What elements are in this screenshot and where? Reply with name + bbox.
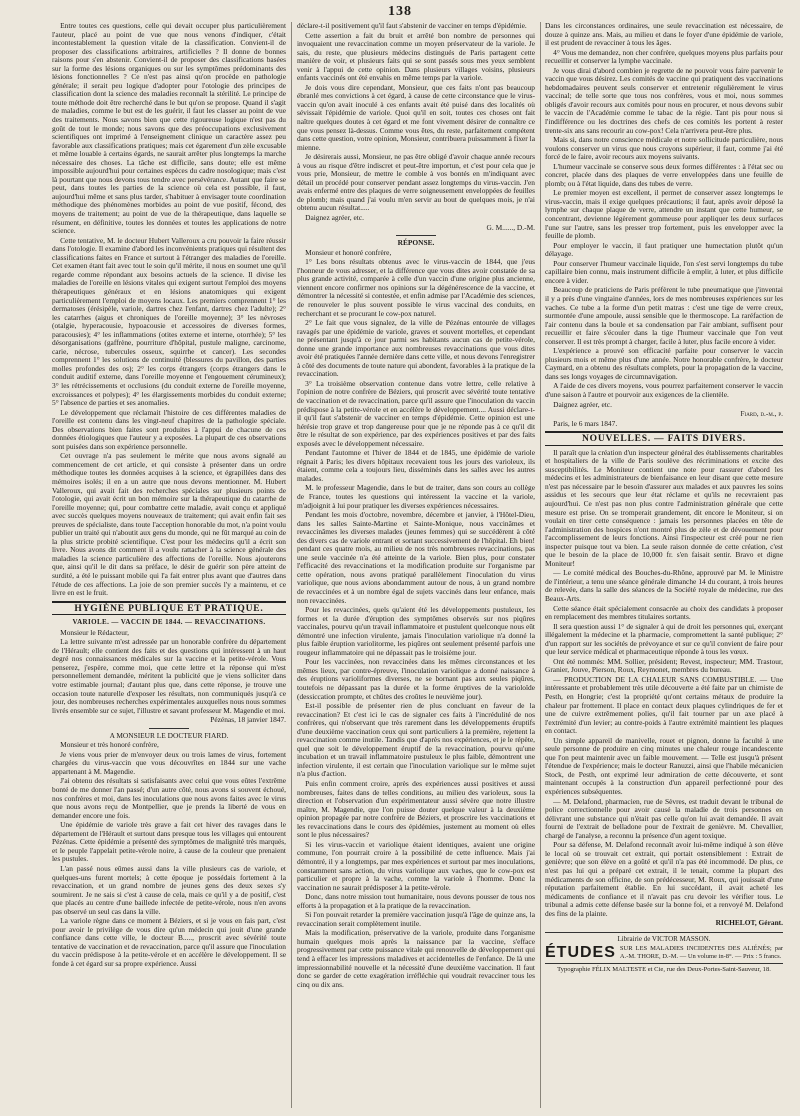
advertisement (545, 932, 783, 961)
paragraph: Cette tentative, M. le docteur Hubert Valleroux a cru pouvoir la faire réussir dans l'otologie. Il examine d'abord les inconvénients pratiques qui résultent des classifications faites en France et surtout à l'étranger des maladies de l'oreille. Cet examen étant fait avec tout le soin qu'il mérite, il nous en soumet une qu'il regarde comme répondant aux besoins actuels de la science. Il divise les maladies de l'oreille en lésions vitales qui exigent surtout l'emploi des moyens thérapeutiques généraux et en lésions anatomiques qui exigent particulièrement l'emploi de moyens locaux. Les premiers comprennent 1° les dermatoses (érésipèle, variole, dartres chez l'enfant, dartres chez l'adulte); 2° les catarrhes (aigus et chroniques de l'oreille moyenne); 3° les névroses (otalgie, hyperacousie, hypoacousie et accessoires de diverses formes, paracousies); 4° les inflammations (otites externe et interne, otorrhée); 5° les désorganisations (gaffrène, pourriture d'hôpital, pustule maligne, carcinome, carie, nécrose, tubercules osseux, squirrhe et cancer). Les secondes comprennent 1° les solutions de continuité (blessures du pavillon, des parties molles profondes des os); 2° les corps étrangers (corps étrangers dans le conduit auditif externe, dans l'oreille moyenne et l'engouement cérumineux); 3° les rétrécissements et occlusions (du conduit externe de l'oreille moyenne, excroissances et polypes); 4° les élargissements morbides du conduit externe; 5° l'absence de parties et ses anomalies. (52, 235, 286, 408)
ad-etudes-detail: SUR LES MALADIES INCIDENTES DES ALIÉNÉS; par A.-M. THORE, D.-M. — Un volume in-8°. — Prix : 5 francs. (619, 945, 783, 960)
salutation: Monsieur et très honoré confrère, (60, 740, 159, 750)
signature: Fiard, d.-m., p. (740, 409, 783, 419)
paragraph: Si les virus-vaccin et variolique étaient identiques, avaient une origine commune, l'on pourrait croire à la possibilité de cette influence. Mais j'ai démontré, il y a longtemps, par mes expériences et surtout par mes inoculations, constamment sans action, du virus variolique aux vaches, que le cow-pox est particulier et propre à la vache, comme la variole à l'homme. Donc la vaccination ne saurait prédisposer à la petite-vérole. (297, 839, 535, 892)
paragraph: Mais la modification, préservative de la variole, produite dans l'organisme humain quelques mois après la naissance par la vaccine, s'efface progressivement par cette puissance vitale qui renouvelle de développement qui tend à effacer les impressions maladives et accidentelles de l'enfance. De là une impressionnabilité nouvelle et la nécessité d'une deuxième vaccination. Il faut donc se garder de cette exagération irréfléchie qui voudrait revacciner tous les cinq ou dix ans. (297, 928, 535, 989)
paragraph: Pour sa défense, M. Delafond reconnaît avoir lui-même indiqué à son élève le local où se trouvait cet extrait, qui portait ostensiblement : Extrait de genièvre; que son élève en a goûté et qu'il n'a pas été incommodé. De plus, ce n'est pas lui qui a préparé cet extrait, il le tenait, comme la plupart des médicaments de son officine, de son prédécesseur, M. Roux, qui jouissait d'une réputation parfaitement établie. En lui succédant, il avait acheté les médicaments de confiance et il n'avait pas cru devoir les vérifier tous. Le tribunal a admis cette défense basée sur la bonne foi, et a renvoyé M. Delafond des fins de la plainte. (545, 840, 783, 918)
separator (149, 728, 189, 729)
paragraph: Je vous dirai d'abord combien je regrette de ne pouvoir vous faire parvenir le vaccin que vous désirez. Les comités de vaccine qui pratiquent des vaccinations hebdomadaires peuvent seuls conserver et entretenir régulièrement le virus vaccinal; de telle sorte que tous nos confrères, vous et moi, nous sommes obligés d'avoir recours aux comités pour nous en procurer, et nous devons subir le vaccin de l'Académie comme le tabac de la régie. Tant pis pour nous si l'indifférence ou les doctrines des chefs de ces comités les portent à rester trente-six ans sans recourir au cow-pox! Cela n'arrivera peut-être plus. (545, 65, 783, 135)
column-divider (291, 22, 292, 1108)
paragraph: Pour conserver l'humeur vaccinale liquide, l'on s'est servi longtemps du tube capillaire bien connu, mais instrument difficile à emplir, à luter, et plus difficile encore à vider. (545, 258, 783, 285)
paragraph: 3° La troisième observation contenue dans votre lettre, celle relative à l'opinion de notre confrère de Béziers, qui proscrit avec sévérité toute tentative de vaccination et de revaccination, parce qu'il assure que l'inoculation du vaccin prédispose à la petite-vérole et en accélère le développement.... Aussi déclare-t-il qu'il faut s'abstenir de vacciner en temps d'épidémie. Cette opinion est une hérésie trop grave et trop dangereuse pour que je ne réponde pas à ce qu'il dit être le résultat de son expérience, par des expériences positives et par des faits exposés avec le développement nécessaire. (297, 378, 535, 448)
paragraph: Dans les circonstances ordinaires, une seule revaccination est nécessaire, de douze à quinze ans. Mais, au milieu et dans le foyer d'une épidémie de variole, il est prudent de revacciner à tous les âges. (545, 22, 783, 48)
column-divider (540, 22, 541, 1108)
paragraph: Je désirerais aussi, Monsieur, ne pas être obligé d'avoir chaque année recours à vous au risque d'être indiscret et peut-être importun, et c'est pour cela que je vous prie, Monsieur, de mettre le comble à vos bontés en m'indiquant avec détail un procédé pour conserver pendant assez longtemps du virus-vaccin. J'en avais enfermé entre des plaques de verre soigneusement enveloppées de feuilles de plomb; mais quand j'ai voulu m'en servir au bout de quelques mois, je n'ai obtenu aucun résultat..... (297, 152, 535, 213)
paragraph: Entre toutes ces questions, celle qui devait occuper plus particulièrement l'auteur, placé au point de vue que nous venons d'indiquer, c'était incontestablement la question vitale de la classification. Convient-il de proposer des classifications arbitraires, artificielles ? Il donne de bonnes raisons pour s'en abstenir. Convient-il de proposer des classifications basées sur la forme des lésions organiques ou sur les symptômes prédominants des lésions fonctionnelles ? Ce n'est pas ainsi qu'on procède en pathologie générale; il serait peu logique d'adopter pour l'otologie des principes de classification dont la science des maladies reconnaît la stérilité. Le principe de toute méthode doit être recherché dans le but qu'on se propose. Quand il s'agit de maladies, comme le but est de les guérir, il faut les classer au point de vue des traitements. Nous savons bien que cette rigoureuse logique n'est pas du goût de tout le monde; nous savons que des préoccupations exclusivement scientifiques ont imprimé à l'enseignement clinique un caractère assez peu favorable aux classifications pratiques; mais cet égarement d'un zèle excusable et même louable à certains égards, ne saurait arrêter plus longtemps la marche nécessaire des choses. La tâche est difficile, sans doute; elle est même impossible aujourd'hui pour certaines espèces du cadre nosologique; mais c'est là pourtant que nous devons tous tendre avec persévérance. Autant que faire se peut, dans toutes les parties de la science où cela est possible, il faut, aujourd'hui même et sans plus tarder, s'habituer à envisager toute coordination méthodique des phénomènes morbides au point de vue positif, fécond, des moyens de traitement; au point de vue de la thérapeutique, dans laquelle se résument, en définitive, toutes les données et toutes les applications de notre science. (52, 22, 286, 236)
paragraph: Cette assertion a fait du bruit et arrêté bon nombre de personnes qui invoquaient une revaccination comme un moyen préservateur de la variole. Je sais, du reste, que plusieurs médecins distingués de Paris partagent cette manière de voir, et plusieurs faits qui se sont passés sous mes yeux semblent venir à l'appui de cette opinion. Dans plusieurs villages voisins, plusieurs enfants vaccinés ont été envahis en même temps par la variole. (297, 30, 535, 83)
signature: G. M......, D.-M. (486, 222, 535, 232)
paragraph: déclare-t-il positivement qu'il faut s'abstenir de vacciner en temps d'épidémie. (297, 22, 527, 30)
paragraph: Pendant l'automne et l'hiver de 1844 et de 1845, une épidémie de variole régnait à Paris; les divers hôpitaux recevaient tous les jours des varioleux, ils étaient, comme cela a toujours lieu, disséminés dans les salles avec les autres malades. (297, 448, 535, 483)
paragraph: L'humeur vaccinale se conserve sous deux formes différentes : à l'état sec ou concret, placée dans des plaques de verre enveloppées dans une feuille de plomb; ou à l'état liquide, dans des tubes de verre. (545, 161, 783, 188)
closing-line: Daignez agréer, etc. (553, 399, 612, 409)
paragraph: Est-il possible de présenter rien de plus concluant en faveur de la revaccination? Et c'est ici le cas de signaler ces faits à l'incrédulité de nos confrères, qui n'observant que très rarement dans les développements éruptifs d'une deuxième vaccination ceux qui sont particuliers à la première, rejettent la revaccination comme inutile. Tandis que d'après nos expériences, et je le répète, quel que soit le développement éruptif de la revaccination, pourvu qu'une incubation et un travail inflammatoire pustuleux le plus faible, démontrent une infection virulente, il est certain que l'inoculation variolique sur le même sujet n'a plus d'action. (297, 701, 535, 779)
paragraph: J'ai obtenu des résultats si satisfaisants avec celui que vous eûtes l'extrême bonté de me donner l'an passé; d'un autre côté, nous avons si souvent échoué, nos confrères et moi, dans les inoculations que nous avons faites avec le virus que nous avons reçu de Montpellier, que je prends la liberté de vous en demander encore une fois. (52, 776, 286, 820)
paragraph: Cet ouvrage n'a pas seulement le mérite que nous avons signalé au commencement de cet article, et qui consiste à présenter dans un ordre méthodique toutes les données acquises à la science, et égrapillées dans des mémoires isolés; il en a un autre que nous devons mentionner. M. Hubert Valleroux, qui avait fait des recherches spéciales sur plusieurs points de l'otologie, qui avait écrit un bon mémoire sur la thérapeutique du catarrhe de l'oreille moyenne; qui, pour combattre cette maladie, avait conçu et appliqué avec succès quelques moyens nouveaux de traitement; qui avait enfin fait ses preuves de spécialiste, dans toute l'acception honorable du mot, n'a point voulu publier un traité qui n'aboutit aux gens du monde, qui ne fût marqué au coin de la plus stricte probité scientifique. C'est pour les médecins qu'il a écrit son livre. Nous avons dit comment il a voulu rattacher à la science générale des maladies la science particulière des affections de l'oreille. Nous ajouterons que, ainsi qu'il le dit dans sa préface, le désir de guérir son père atteint de surdité, a été le puissant mobile qui l'a fait entrer plus avant que d'autres dans l'étude de ces affections. La joie de son premier succès l'y a maintenu, et ce livre en est le fruit. (52, 451, 286, 598)
paragraph: Pendant les mois d'octobre, novembre, décembre et janvier, à l'Hôtel-Dieu, dans les salles Sainte-Martine et Sainte-Monique, nous vaccinâmes et revaccinâmes les diverses malades (jeunes femmes) qui se succédèrent à côté des divers cas de variole entrant et sortant successivement de l'hôpital. Eh bien! pendant ces quatre mois, au milieu de nos très nombreuses revaccinations, pas une seule vaccinée n'a été atteinte de la variole. Bien plus, pour constater l'efficacité des revaccinations et la modification produite sur l'organisme par cette opération, nous avons pratiqué parallèlement l'inoculation du virus variolique, que nous avions abondamment autour de nous, à un grand nombre de revaccinées et à un nombre égal de sujets vaccinés dans leur enfance, mais non revaccinées. (297, 510, 535, 605)
paragraph: 1° Les bons résultats obtenus avec le virus-vaccin de 1844, que j'eus l'honneur de vous adresser, et la différence que vous dites avoir constatée de sa plus grande activité, comparée à celle d'un vaccin d'une origine plus ancienne, viennent encore confirmer nos opinions sur la dégénérescence de la vaccine, et démontrer la nécessité si contestée, et enfin admise par l'Académie des sciences, de renouveler le plus souvent possible le virus vaccinal des conduits, en recherchant et se procurant le cow-pox naturel. (297, 257, 535, 318)
printer-imprint: Typographie FÉLIX MALTESTE et Cie, rue des Deux-Portes-Saint-Sauveur, 18. (545, 963, 783, 975)
paragraph: — Le comité médical des Bouches-du-Rhône, approuvé par M. le Ministre de l'intérieur, a tenu une séance générale dimanche 14 du courant, à trois heures de relevée, dans la salle des séances de la Société royale de médecine, rue des Beaux-Arts. (545, 568, 783, 603)
sub-heading-variole: VARIOLE. — VACCIN DE 1844. — REVACCINATIONS. (72, 618, 266, 627)
paragraph: Une épidémie de variole très grave a fait cet hiver des ravages dans le département de l'Hérault et surtout dans presque tous les villages qui entourent Pézénas. Cette épidémie a présenté des symptômes de malignité très marqués, et le peuple l'appelait petite-vérole noire, à cause de la couleur que prenaient les pustules. (52, 820, 286, 864)
paragraph: Mais si, dans notre conscience médicale et notre sollicitude particulière, nous voulons conserver un virus que nous croyons supérieur, il faut, comme j'ai été forcé de le faire, avoir recours aux moyens suivants. (545, 135, 783, 162)
page-number: 138 (388, 4, 412, 19)
paragraph: Si l'on pouvait retarder la première vaccination jusqu'à l'âge de quinze ans, la revaccination serait complètement inutile. (297, 910, 535, 928)
paragraph: A l'aide de ces divers moyens, vous pourrez parfaitement conserver le vaccin d'une saison à l'autre et pourvoir aux exigences de la clientèle. (545, 381, 783, 399)
paragraph: La variole règne dans ce moment à Béziers, et si je vous en fais part, c'est pour avoir le privilège de vous dire qu'un médecin qui jouit d'une grande confiance dans cette ville, le docteur B....., proscrit avec sévérité toute tentative de vaccination et de revaccination, parce qu'il assure que l'inoculation du vaccin prédispose à la petite-vérole et en accélère le développement. Il se fonde à cet égard sur sa propre expérience. Aussi (52, 916, 286, 968)
paragraph: Pour les revaccinées, quels qu'aient été les développements pustuleux, les formes et la durée d'éruption des symptômes observés sur nos piqûres vaccinales, pourvu qu'un travail inflammatoire et pustulent quelconque nous eût démontré une infection virulente, jamais l'inoculation variolique n'a donné la plus faible éruption variolitorme, les piqûres ont seulement présenté parfois une rougeur inflammatoire qui ne dépassait pas le troisième jour. (297, 605, 535, 657)
paragraph: — M. Delafond, pharmacien, rue de Sèvres, est traduit devant le tribunal de police correctionnelle pour avoir causé la maladie de trois personnes en délivrant une substance qui n'était pas celle qu'on lui avait demandée. Il avait fourni de l'extrait de belladone pour de l'extrait de genièvre. M. Chevallier, chargé de l'analyse, a reconnu la présence d'un agent toxique. (545, 796, 783, 840)
paragraph: Donc, dans notre mission tout humanitaire, nous devons pousser de tous nos efforts à la propagation et à la pratique de la revaccination. (297, 892, 535, 910)
place-date: Pézénas, 18 janvier 1847. (210, 715, 286, 725)
letter-heading: A MONSIEUR LE DOCTEUR FIARD. (109, 730, 229, 740)
salutation: Monsieur le Rédacteur, (60, 627, 129, 637)
paragraph: Il sera question aussi 1° de signaler à qui de droit les personnes qui, exerçant illégalement la médecine et la pharmacie, compromettent la santé publique; 2° d'un rapport sur les sociétés de prévoyance et sur ce qu'il convient de faire pour que leur service médical et pharmaceutique réponde à tous les vœux. (545, 621, 783, 657)
separator (396, 235, 436, 236)
column-3 (545, 22, 783, 1108)
paragraph: La lettre suivante m'est adressée par un honorable confrère du département de l'Hérault; elle contient des faits et des questions qui intéressent à un haut degré nos connaissances médicales sur la vaccine et la petite-vérole. Vous penserez, j'espère, comme moi, que cette lettre et la réponse qui m'est personnellement demandée, méritent la publicité que je viens solliciter dans votre estimable journal; d'autant plus que, dans cette réponse, je trouve une occasion toute naturelle d'exposer les résultats, non communiqués jusqu'à ce jour, des nombreuses recherches expérimentales auxquelles nous nous sommes livrés ensemble sur ce sujet, l'illustre et savant professeur M. Magendie et moi. (52, 637, 286, 715)
paragraph: 4° Vous me demandez, non cher confrère, quelques moyens plus parfaits pour recueillir et conserver la lymphe vaccinale. (545, 47, 783, 66)
paragraph: M. le professeur Magendie, dans le but de traiter, dans son cours au collège de France, toutes les questions qui intéressent la vaccine et la variole, m'adjoignit à lui pour pratiquer les diverses expériences nécessaires. (297, 483, 535, 510)
paragraph: Beaucoup de praticiens de Paris préfèrent le tube pneumatique que j'inventai il y a près d'une vingtaine d'années, lors de mes nombreuses expériences sur les vaches. Ce tube a la forme d'un petit matras : c'est une tige de verre creux, surmontée d'une ampoule, aussi sensible que le thermoscope. La raréfaction de l'air contenu dans la boule et sa condensation par l'air ambiant, suffisent pour recueillir et faire s'écouler dans la tige l'humeur vaccinale que l'on veut conserver. Il est très prompt à charger, facile à luter, plus facile encore à vider. (545, 285, 783, 346)
section-heading-nouvelles: NOUVELLES. — FAITS DIVERS. (545, 431, 783, 446)
paragraph: L'expérience a prouvé son efficacité parfaite pour conserver le vaccin plusieurs mois et même plus d'une année. Notre honorable confrère, le docteur Caymard, en a obtenu des résultats complets, pour la propagation de la vaccine, dans ses longs voyages de circumnavigation. (545, 346, 783, 381)
ad-etudes-title: ÉTUDES (545, 943, 616, 961)
column-1 (52, 22, 286, 1108)
paragraph: 2° Le fait que vous signalez, de la ville de Pézénas entourée de villages ravagés par une épidémie de variole, graves et souvent mortelles, et cependant ne présentant jusqu'à ce jour parmi ses habitants aucun cas de petite-vérole, donne une grande importance aux nombreuses revaccinations que vous dites avoir été pratiquées l'année dernière dans cette ville, et nous devons l'enregistrer à côté des documents de toute nature qui abondent, favorables à la pratique de la revaccination. (297, 318, 535, 379)
ad-publisher: Librairie de VICTOR MASSON. (617, 934, 711, 943)
place-date: Paris, le 6 mars 1847. (553, 418, 618, 428)
paragraph: Puis enfin comment croire, après des expériences aussi positives et aussi nombreuses, faites dans de telles conditions, au milieu des varioleux, sous la direction et l'observation d'un expérimentateur aussi sévère que notre illustre maître, M. Magendie, que l'on puisse douter quelque valeur à la deuxième opinion propagée par notre confrère de Béziers, et proscrire les vaccinations et les revaccinations dans le cours des épidémies, justement au moment où elles sont le plus nécessaires? (297, 779, 535, 840)
paragraph: Il paraît que la création d'un inspecteur général des établissements charitables et hospitaliers de la ville de Paris soulève des récriminations et excite des susceptibilités. Le Moniteur contient une note pour rassurer d'abord les médecins et les administrateurs de bienfaisance en leur disant que cette mesure n'est pas nécessaire par le besoin d'assurer aux malades et aux pauvres les soins assidus et les secours que leur état réclame et qu'ils ne recevraient pas aujourd'hui. Ce n'est pas non plus contre l'administration générale que cette mesure est prise. On se tromperait grandement, dit encore le Moniteur, si on voulait en tirer cette conséquence : jamais les personnes placées en tête de l'administration des hospices n'ont montré plus de zèle et de dévouement pour l'accomplissement de leurs fonctions. Ainsi l'inspecteur est créé pour ne rien inspecter puisque tout va bien. La seule raison donnée de cette création, c'est que le besoin de la place de 10,000 fr. s'en faisait sentir. Bravo et digne Moniteur! (545, 447, 783, 568)
closing-line: Daignez agréer, etc. (305, 213, 364, 223)
section-heading-hygiene: HYGIÈNE PUBLIQUE ET PRATIQUE. (52, 601, 286, 616)
paragraph: Je dois vous dire cependant, Monsieur, que ces faits n'ont pas beaucoup ébranlé mes convictions à cet égard, à cause de cette circonstance que le virus-vaccin qu'on avait inoculé à ces enfants avait été puisé dans des localités où sévissait l'épidémie de variole. Quoi qu'il en soit, toutes ces choses ont fait naître quelques doutes à cet égard et me font vivement désirer de connaître ce que vous pensez là-dessus. Comme vous êtes, du reste, parfaitement compétent dans cette question, votre opinion, Monsieur, contribuera puissamment à fixer la mienne. (297, 82, 535, 152)
paragraph: Le développement que réclamait l'histoire de ces différentes maladies de l'oreille est contenu dans les vingt-neuf chapitres de la pathologie spéciale. Des observations bien faites sont produites à l'appui de chacune de ces données étiologiques que l'auteur y a exposées. La plupart de ces observations sont puisées dans son expérience personnelle. (52, 407, 286, 451)
paragraph: Un simple appareil de manivelle, rouet et pignon, donne la faculté à une seule personne de produire en cinq minutes une chaleur rouge incandescente que l'on peut maintenir avec un faible mouvement. — Telle est jusqu'à présent l'étendue de l'expérience; mais le docteur Ranuzzi, ainsi que l'habile mécanicien Stock, de Pesth, ont exprimé leur admiration de cette découverte, et sont maintenant occupés à la construction d'un appareil perfectionné pour des expériences subséquentes. (545, 735, 783, 797)
column-2 (297, 22, 535, 1108)
paragraph: Ont été nommés: MM. Sollier, président; Revest, inspecteur; MM. Trastour, Granier, Jouve, Pierson, Roux, Reymonet, membres du bureau. (545, 656, 783, 675)
paragraph: L'an passé nous eûmes aussi dans la ville plusieurs cas de variole, et quelques-uns furent mortels; à cette époque je possédais fortement à la revaccination, et un grand nombre de jeunes gens des deux sexes s'y soumirent. Je ne sais si c'est à cause de cela, mais ce qu'il y a de positif, c'est que placés au centre d'une baillede infectée de petite-vérole, nous n'en avons pas observé un seul cas dans la ville. (52, 863, 286, 916)
paragraph: Le premier moyen est excellent, il permet de conserver assez longtemps le virus-vaccin, mais il exige quelques précautions; il faut, après avoir déposé la lymphe sur chaque plaque de verre, attendre un instant que cette humeur, se concentrant, devienne légèrement gommeuse pour appliquer les deux surfaces l'une sur l'autre, sans les presser trop fortement, puis les envelopper avec la feuille de plomb. (545, 188, 783, 241)
ad-etudes (545, 945, 783, 960)
salutation: Monsieur et honoré confrère, (305, 247, 392, 257)
paragraph: — PRODUCTION DE LA CHALEUR SANS COMBUSTIBLE. — Une intéressante et probablement très utile découverte a été faite par un chimiste de Pesth, en Hongrie; c'est la propriété qu'ont certains métaux de produire la chaleur par frottement. Il place en contact deux plaques cylindriques de fer et une de cuivre extrêmement polies, qu'il fait tourner par un axe placé à l'extrémité d'un levier; au contre-poids à l'autre extrémité maintient les plaques en contact. (545, 674, 783, 736)
gerant-signature: RICHELOT, Gérant. (715, 918, 783, 928)
paragraph: Pour les vaccinées, non revaccinées dans les mêmes circonstances et les mêmes lieux, par contre-épreuve, l'inoculation variolique a donné naissance à des éruptions varioliformes diverses, ne se bornant pas aux seules piqûres, toutefois ne dépassant pas la durée et la forme éruptives de la varioloïde (dessiccation prompte, et chûtes des croûtes le neuvième jour). (297, 657, 535, 701)
paragraph: Pour employer le vaccin, il faut pratiquer une humectation plutôt qu'un délayage. (545, 240, 783, 259)
reponse-heading: RÉPONSE. (397, 238, 435, 248)
paragraph: Je viens vous prier de m'envoyer deux ou trois lames de virus, fortement chargées du virus-vaccin que vous découvrîtes en 1844 sur une vache appartenant à M. Magendie. (52, 749, 286, 776)
paragraph: Cette séance était spécialement consacrée au choix des candidats à proposer en remplacement des membres titulaires sortants. (545, 603, 783, 622)
